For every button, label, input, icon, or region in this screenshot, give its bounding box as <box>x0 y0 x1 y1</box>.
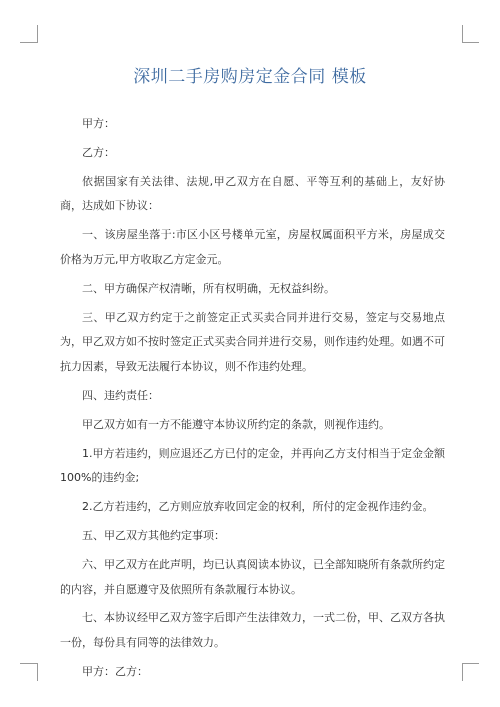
party-a-line: 甲方： <box>82 117 115 130</box>
clause-5: 五、甲乙双方其他约定事项： <box>82 528 225 542</box>
clause-4-intro: 甲乙双方如有一方不能遵守本协议所约定的条款，则视作违约。 <box>82 417 390 431</box>
preamble-paragraph: 依据国家有关法律、法规,甲乙双方在自愿、平等互利的基础上，友好协商，达成如下协议： <box>60 174 445 213</box>
document-body <box>60 112 445 689</box>
clause-4-heading: 四、违约责任： <box>82 388 159 402</box>
clause-6: 六、甲乙双方在此声明，均已认真阅读本协议，已全部知晓所有条款所约定的内容，并自愿遵守及依照所有条款履行本协议。 <box>60 557 445 596</box>
clause-4-item-1: 1.甲方若违约，则应退还乙方已付的定金，并再向乙方支付相当于定金金额100%的违约金; <box>60 446 445 485</box>
clause-7: 七、本协议经甲乙双方签字后即产生法律效力，一式二份，甲、乙双方各执一份，每份具有同等的法律效力。 <box>60 611 445 650</box>
clause-3: 三、甲乙双方约定于之前签定正式买卖合同并进行交易，签定与交易地点为，甲乙双方如不按时签定正式买卖合同并进行交易，则作违约处理。如遇不可抗力因素，导致无法履行本协议，则不作违约处理。 <box>60 310 445 374</box>
clause-2: 二、甲方确保产权清晰，所有权明确，无权益纠纷。 <box>82 281 335 295</box>
clause-1: 一、该房屋坐落于:市区小区号楼单元室，房屋权属面积平方米，房屋成交价格为万元,甲方收取乙方定金元。 <box>60 228 445 266</box>
signature-line: 甲方：乙方： <box>82 664 148 678</box>
clause-4-item-2: 2.乙方若违约，乙方则应放弃收回定金的权利，所付的定金视作违约金。 <box>82 500 434 514</box>
party-b-line: 乙方： <box>82 145 115 159</box>
document-title: 深圳二手房购房定金合同 模板 <box>133 67 367 87</box>
